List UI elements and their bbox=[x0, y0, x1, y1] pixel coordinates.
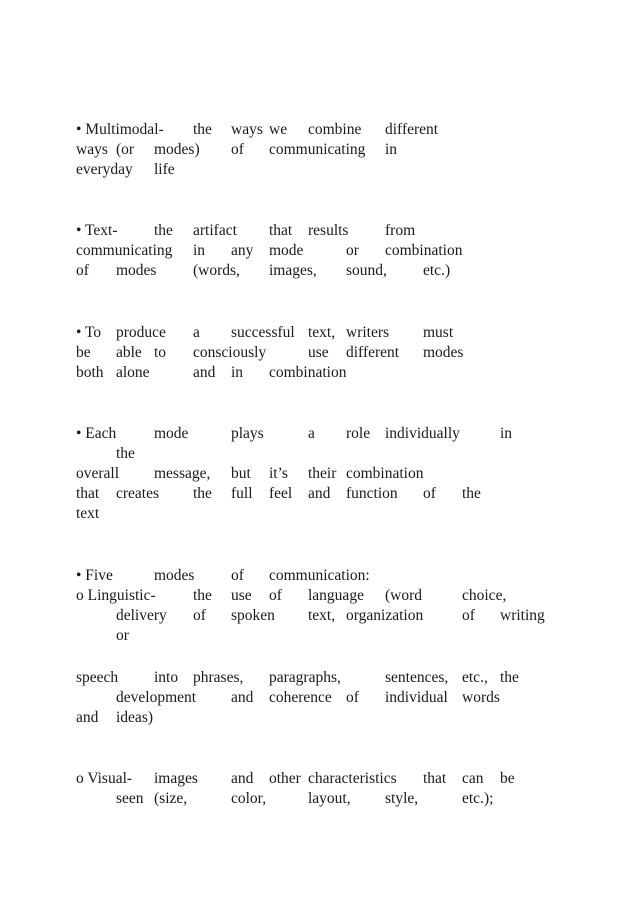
word: different bbox=[385, 121, 439, 138]
word: of bbox=[193, 607, 206, 624]
word: sound, bbox=[346, 262, 387, 279]
word: style, bbox=[385, 790, 419, 807]
word: in bbox=[231, 364, 244, 381]
word: combine bbox=[308, 121, 362, 138]
word: modes) bbox=[154, 141, 200, 158]
word: (words, bbox=[193, 262, 240, 279]
word: • Multimodal- bbox=[76, 121, 164, 138]
word: of bbox=[231, 141, 244, 158]
word: alone bbox=[116, 364, 150, 381]
word: can bbox=[462, 770, 484, 787]
word: words bbox=[462, 689, 500, 706]
word: (size, bbox=[154, 790, 188, 807]
word: the bbox=[154, 222, 173, 239]
word: of bbox=[76, 262, 89, 279]
word: communicating bbox=[76, 242, 173, 259]
word: modes bbox=[154, 567, 195, 584]
word: the bbox=[500, 669, 519, 686]
word: both bbox=[76, 364, 104, 381]
word: choice, bbox=[462, 587, 507, 604]
word: successful bbox=[231, 324, 295, 341]
word: development bbox=[116, 689, 197, 706]
word: individual bbox=[385, 689, 448, 706]
word: be bbox=[500, 770, 515, 787]
word: of bbox=[462, 607, 475, 624]
word: seen bbox=[116, 790, 144, 807]
word: sentences, bbox=[385, 669, 449, 686]
word: a bbox=[308, 425, 315, 442]
word: etc.); bbox=[462, 790, 494, 807]
word: text, bbox=[308, 607, 336, 624]
word: must bbox=[423, 324, 454, 341]
word: and bbox=[231, 689, 254, 706]
word: a bbox=[193, 324, 200, 341]
word: individually bbox=[385, 425, 460, 442]
word: in bbox=[385, 141, 398, 158]
word: use bbox=[231, 587, 252, 604]
word: life bbox=[154, 161, 175, 178]
word: and bbox=[76, 709, 99, 726]
word: the bbox=[193, 485, 212, 502]
word: any bbox=[231, 242, 254, 259]
word: modes bbox=[423, 344, 464, 361]
word: function bbox=[346, 485, 398, 502]
word: we bbox=[269, 121, 288, 138]
word: the bbox=[193, 587, 212, 604]
word: that bbox=[76, 485, 100, 502]
word: images bbox=[154, 770, 198, 787]
word: use bbox=[308, 344, 329, 361]
word: combination bbox=[269, 364, 347, 381]
word: o Visual- bbox=[76, 770, 133, 787]
word: their bbox=[308, 465, 337, 482]
word: of bbox=[423, 485, 436, 502]
word: able bbox=[116, 344, 142, 361]
word: of bbox=[231, 567, 244, 584]
word: it’s bbox=[269, 465, 288, 482]
word: ideas) bbox=[116, 709, 154, 726]
word: into bbox=[154, 669, 179, 686]
word: text bbox=[76, 505, 100, 522]
word: combination bbox=[346, 465, 424, 482]
word: creates bbox=[116, 485, 160, 502]
word: the bbox=[193, 121, 212, 138]
word: paragraphs, bbox=[269, 669, 341, 686]
word: feel bbox=[269, 485, 293, 502]
word: other bbox=[269, 770, 301, 787]
word: • To bbox=[76, 324, 102, 341]
word: that bbox=[423, 770, 447, 787]
word: and bbox=[231, 770, 254, 787]
word: • Each bbox=[76, 425, 117, 442]
word: that bbox=[269, 222, 293, 239]
word: artifact bbox=[193, 222, 237, 239]
word: from bbox=[385, 222, 416, 239]
word: mode bbox=[269, 242, 304, 259]
word: plays bbox=[231, 425, 264, 442]
word: (word bbox=[385, 587, 423, 604]
word: or bbox=[116, 627, 129, 644]
word: writers bbox=[346, 324, 390, 341]
word: • Text- bbox=[76, 222, 118, 239]
word: produce bbox=[116, 324, 166, 341]
word: full bbox=[231, 485, 253, 502]
word: ways bbox=[231, 121, 263, 138]
word: images, bbox=[269, 262, 317, 279]
word: language bbox=[308, 587, 364, 604]
word: communication: bbox=[269, 567, 370, 584]
word: coherence bbox=[269, 689, 332, 706]
word: etc.) bbox=[423, 262, 451, 279]
word: color, bbox=[231, 790, 267, 807]
word: and bbox=[308, 485, 331, 502]
word: spoken bbox=[231, 607, 275, 624]
word: the bbox=[462, 485, 481, 502]
word: delivery bbox=[116, 607, 167, 624]
word: combination bbox=[385, 242, 463, 259]
word: phrases, bbox=[193, 669, 244, 686]
word: o Linguistic- bbox=[76, 587, 156, 604]
word: characteristics bbox=[308, 770, 397, 787]
word: everyday bbox=[76, 161, 133, 178]
word: but bbox=[231, 465, 251, 482]
word: writing bbox=[500, 607, 545, 624]
word: communicating bbox=[269, 141, 366, 158]
word: consciously bbox=[193, 344, 267, 361]
word: text, bbox=[308, 324, 336, 341]
word: of bbox=[346, 689, 359, 706]
word: ways bbox=[76, 141, 108, 158]
word: and bbox=[193, 364, 216, 381]
word: in bbox=[500, 425, 513, 442]
word: in bbox=[193, 242, 206, 259]
word: the bbox=[116, 445, 135, 462]
word: layout, bbox=[308, 790, 351, 807]
word: organization bbox=[346, 607, 424, 624]
word: • Five bbox=[76, 567, 113, 584]
word: (or bbox=[116, 141, 135, 158]
word: speech bbox=[76, 669, 119, 686]
word: mode bbox=[154, 425, 189, 442]
word: to bbox=[154, 344, 167, 361]
word: message, bbox=[154, 465, 211, 482]
word: role bbox=[346, 425, 371, 442]
word: etc., bbox=[462, 669, 488, 686]
word: of bbox=[269, 587, 282, 604]
word: modes bbox=[116, 262, 157, 279]
word: or bbox=[346, 242, 359, 259]
word: be bbox=[76, 344, 91, 361]
word: overall bbox=[76, 465, 120, 482]
word: results bbox=[308, 222, 349, 239]
word: different bbox=[346, 344, 400, 361]
